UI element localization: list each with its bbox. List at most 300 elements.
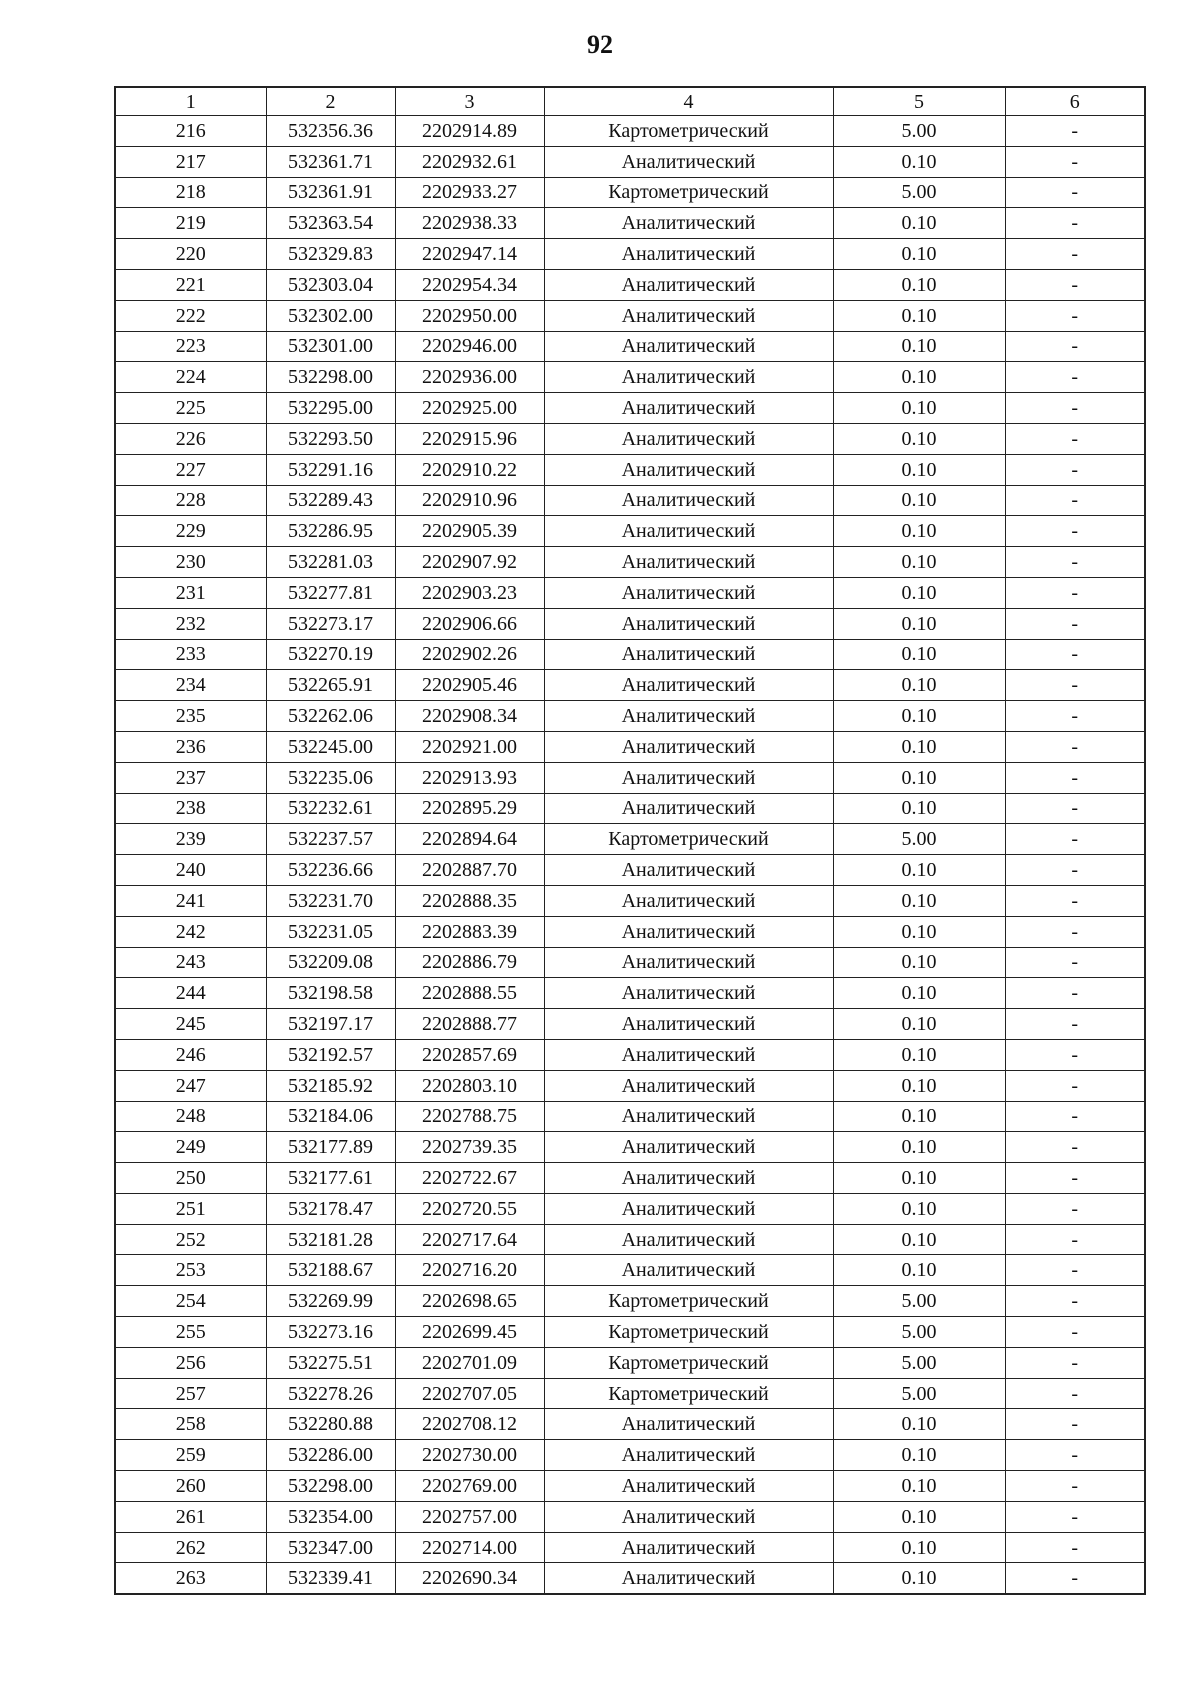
method-cell: Аналитический [544, 701, 833, 732]
point-number-cell: 258 [115, 1409, 266, 1440]
x-coordinate-cell: 532273.16 [266, 1317, 395, 1348]
accuracy-cell: 0.10 [833, 1501, 1005, 1532]
accuracy-cell: 0.10 [833, 1224, 1005, 1255]
x-coordinate-cell: 532281.03 [266, 547, 395, 578]
x-coordinate-cell: 532361.71 [266, 146, 395, 177]
point-number-cell: 256 [115, 1347, 266, 1378]
point-number-cell: 263 [115, 1563, 266, 1594]
x-coordinate-cell: 532278.26 [266, 1378, 395, 1409]
point-number-cell: 233 [115, 639, 266, 670]
description-cell: - [1005, 1163, 1145, 1194]
accuracy-cell: 0.10 [833, 916, 1005, 947]
y-coordinate-cell: 2202720.55 [395, 1193, 544, 1224]
x-coordinate-cell: 532185.92 [266, 1070, 395, 1101]
method-cell: Аналитический [544, 331, 833, 362]
point-number-cell: 261 [115, 1501, 266, 1532]
x-coordinate-cell: 532209.08 [266, 947, 395, 978]
x-coordinate-cell: 532339.41 [266, 1563, 395, 1594]
table-row [115, 916, 1145, 947]
x-coordinate-cell: 532275.51 [266, 1347, 395, 1378]
accuracy-cell: 0.10 [833, 978, 1005, 1009]
y-coordinate-cell: 2202707.05 [395, 1378, 544, 1409]
y-coordinate-cell: 2202708.12 [395, 1409, 544, 1440]
method-cell: Аналитический [544, 793, 833, 824]
method-cell: Аналитический [544, 1440, 833, 1471]
y-coordinate-cell: 2202902.26 [395, 639, 544, 670]
table-row [115, 1501, 1145, 1532]
y-coordinate-cell: 2202699.45 [395, 1317, 544, 1348]
table-row [115, 1101, 1145, 1132]
point-number-cell: 219 [115, 208, 266, 239]
table-row [115, 1409, 1145, 1440]
y-coordinate-cell: 2202954.34 [395, 269, 544, 300]
description-cell: - [1005, 393, 1145, 424]
method-cell: Аналитический [544, 670, 833, 701]
table-row [115, 1317, 1145, 1348]
x-coordinate-cell: 532329.83 [266, 239, 395, 270]
table-row [115, 670, 1145, 701]
column-header-5: 5 [833, 87, 1005, 116]
description-cell: - [1005, 1101, 1145, 1132]
column-header-6: 6 [1005, 87, 1145, 116]
method-cell: Аналитический [544, 639, 833, 670]
y-coordinate-cell: 2202895.29 [395, 793, 544, 824]
description-cell: - [1005, 885, 1145, 916]
point-number-cell: 229 [115, 516, 266, 547]
accuracy-cell: 0.10 [833, 1563, 1005, 1594]
accuracy-cell: 0.10 [833, 516, 1005, 547]
point-number-cell: 238 [115, 793, 266, 824]
x-coordinate-cell: 532236.66 [266, 855, 395, 886]
accuracy-cell: 5.00 [833, 824, 1005, 855]
table-row [115, 362, 1145, 393]
method-cell: Картометрический [544, 1378, 833, 1409]
y-coordinate-cell: 2202722.67 [395, 1163, 544, 1194]
accuracy-cell: 0.10 [833, 1101, 1005, 1132]
description-cell: - [1005, 547, 1145, 578]
x-coordinate-cell: 532192.57 [266, 1039, 395, 1070]
description-cell: - [1005, 731, 1145, 762]
page-number: 92 [587, 30, 613, 59]
x-coordinate-cell: 532177.61 [266, 1163, 395, 1194]
method-cell: Аналитический [544, 454, 833, 485]
description-cell: - [1005, 423, 1145, 454]
accuracy-cell: 5.00 [833, 1347, 1005, 1378]
point-number-cell: 227 [115, 454, 266, 485]
method-cell: Аналитический [544, 146, 833, 177]
method-cell: Картометрический [544, 177, 833, 208]
table-row [115, 1224, 1145, 1255]
table-row [115, 1163, 1145, 1194]
description-cell: - [1005, 1193, 1145, 1224]
accuracy-cell: 0.10 [833, 1070, 1005, 1101]
x-coordinate-cell: 532301.00 [266, 331, 395, 362]
accuracy-cell: 0.10 [833, 547, 1005, 578]
description-cell: - [1005, 331, 1145, 362]
method-cell: Аналитический [544, 393, 833, 424]
description-cell: - [1005, 1317, 1145, 1348]
accuracy-cell: 0.10 [833, 731, 1005, 762]
accuracy-cell: 0.10 [833, 485, 1005, 516]
method-cell: Аналитический [544, 362, 833, 393]
y-coordinate-cell: 2202910.96 [395, 485, 544, 516]
point-number-cell: 243 [115, 947, 266, 978]
point-number-cell: 244 [115, 978, 266, 1009]
method-cell: Аналитический [544, 269, 833, 300]
x-coordinate-cell: 532262.06 [266, 701, 395, 732]
description-cell: - [1005, 1132, 1145, 1163]
x-coordinate-cell: 532302.00 [266, 300, 395, 331]
point-number-cell: 250 [115, 1163, 266, 1194]
point-number-cell: 235 [115, 701, 266, 732]
accuracy-cell: 0.10 [833, 639, 1005, 670]
y-coordinate-cell: 2202921.00 [395, 731, 544, 762]
table-row [115, 423, 1145, 454]
point-number-cell: 236 [115, 731, 266, 762]
point-number-cell: 239 [115, 824, 266, 855]
method-cell: Аналитический [544, 1224, 833, 1255]
description-cell: - [1005, 670, 1145, 701]
x-coordinate-cell: 532184.06 [266, 1101, 395, 1132]
method-cell: Аналитический [544, 885, 833, 916]
y-coordinate-cell: 2202886.79 [395, 947, 544, 978]
point-number-cell: 246 [115, 1039, 266, 1070]
column-header-3: 3 [395, 87, 544, 116]
y-coordinate-cell: 2202730.00 [395, 1440, 544, 1471]
method-cell: Аналитический [544, 1409, 833, 1440]
table-row [115, 454, 1145, 485]
y-coordinate-cell: 2202915.96 [395, 423, 544, 454]
x-coordinate-cell: 532273.17 [266, 608, 395, 639]
x-coordinate-cell: 532361.91 [266, 177, 395, 208]
y-coordinate-cell: 2202914.89 [395, 116, 544, 147]
point-number-cell: 218 [115, 177, 266, 208]
table-row [115, 577, 1145, 608]
column-header-1: 1 [115, 87, 266, 116]
x-coordinate-cell: 532298.00 [266, 362, 395, 393]
table-row [115, 1009, 1145, 1040]
point-number-cell: 217 [115, 146, 266, 177]
y-coordinate-cell: 2202938.33 [395, 208, 544, 239]
y-coordinate-cell: 2202936.00 [395, 362, 544, 393]
method-cell: Аналитический [544, 1101, 833, 1132]
table-row [115, 639, 1145, 670]
accuracy-cell: 0.10 [833, 885, 1005, 916]
method-cell: Аналитический [544, 239, 833, 270]
point-number-cell: 255 [115, 1317, 266, 1348]
table-row [115, 116, 1145, 147]
description-cell: - [1005, 300, 1145, 331]
point-number-cell: 228 [115, 485, 266, 516]
table-row [115, 855, 1145, 886]
table-row [115, 208, 1145, 239]
accuracy-cell: 0.10 [833, 762, 1005, 793]
description-cell: - [1005, 239, 1145, 270]
y-coordinate-cell: 2202905.39 [395, 516, 544, 547]
point-number-cell: 232 [115, 608, 266, 639]
y-coordinate-cell: 2202894.64 [395, 824, 544, 855]
x-coordinate-cell: 532298.00 [266, 1471, 395, 1502]
method-cell: Аналитический [544, 762, 833, 793]
description-cell: - [1005, 1224, 1145, 1255]
method-cell: Аналитический [544, 1255, 833, 1286]
x-coordinate-cell: 532363.54 [266, 208, 395, 239]
x-coordinate-cell: 532197.17 [266, 1009, 395, 1040]
accuracy-cell: 0.10 [833, 855, 1005, 886]
x-coordinate-cell: 532188.67 [266, 1255, 395, 1286]
table-row [115, 1563, 1145, 1594]
point-number-cell: 226 [115, 423, 266, 454]
y-coordinate-cell: 2202932.61 [395, 146, 544, 177]
y-coordinate-cell: 2202701.09 [395, 1347, 544, 1378]
table-row [115, 731, 1145, 762]
y-coordinate-cell: 2202925.00 [395, 393, 544, 424]
y-coordinate-cell: 2202933.27 [395, 177, 544, 208]
table-row [115, 1378, 1145, 1409]
method-cell: Аналитический [544, 516, 833, 547]
x-coordinate-cell: 532177.89 [266, 1132, 395, 1163]
point-number-cell: 216 [115, 116, 266, 147]
method-cell: Аналитический [544, 1471, 833, 1502]
method-cell: Аналитический [544, 485, 833, 516]
point-number-cell: 249 [115, 1132, 266, 1163]
accuracy-cell: 0.10 [833, 1163, 1005, 1194]
description-cell: - [1005, 1286, 1145, 1317]
point-number-cell: 225 [115, 393, 266, 424]
x-coordinate-cell: 532286.00 [266, 1440, 395, 1471]
description-cell: - [1005, 208, 1145, 239]
y-coordinate-cell: 2202739.35 [395, 1132, 544, 1163]
x-coordinate-cell: 532277.81 [266, 577, 395, 608]
accuracy-cell: 0.10 [833, 362, 1005, 393]
method-cell: Аналитический [544, 423, 833, 454]
point-number-cell: 241 [115, 885, 266, 916]
accuracy-cell: 5.00 [833, 1317, 1005, 1348]
x-coordinate-cell: 532237.57 [266, 824, 395, 855]
point-number-cell: 220 [115, 239, 266, 270]
y-coordinate-cell: 2202757.00 [395, 1501, 544, 1532]
description-cell: - [1005, 516, 1145, 547]
point-number-cell: 222 [115, 300, 266, 331]
accuracy-cell: 5.00 [833, 116, 1005, 147]
method-cell: Аналитический [544, 1501, 833, 1532]
table-row [115, 824, 1145, 855]
x-coordinate-cell: 532245.00 [266, 731, 395, 762]
point-number-cell: 223 [115, 331, 266, 362]
method-cell: Аналитический [544, 577, 833, 608]
method-cell: Аналитический [544, 1009, 833, 1040]
y-coordinate-cell: 2202903.23 [395, 577, 544, 608]
point-number-cell: 257 [115, 1378, 266, 1409]
method-cell: Аналитический [544, 1132, 833, 1163]
accuracy-cell: 5.00 [833, 1378, 1005, 1409]
table-row [115, 608, 1145, 639]
point-number-cell: 262 [115, 1532, 266, 1563]
y-coordinate-cell: 2202907.92 [395, 547, 544, 578]
description-cell: - [1005, 855, 1145, 886]
method-cell: Картометрический [544, 824, 833, 855]
x-coordinate-cell: 532231.70 [266, 885, 395, 916]
table-row [115, 885, 1145, 916]
x-coordinate-cell: 532198.58 [266, 978, 395, 1009]
coordinates-table [114, 86, 1146, 1595]
description-cell: - [1005, 762, 1145, 793]
table-row [115, 300, 1145, 331]
description-cell: - [1005, 1440, 1145, 1471]
y-coordinate-cell: 2202950.00 [395, 300, 544, 331]
y-coordinate-cell: 2202714.00 [395, 1532, 544, 1563]
x-coordinate-cell: 532354.00 [266, 1501, 395, 1532]
description-cell: - [1005, 1009, 1145, 1040]
x-coordinate-cell: 532265.91 [266, 670, 395, 701]
accuracy-cell: 0.10 [833, 208, 1005, 239]
y-coordinate-cell: 2202883.39 [395, 916, 544, 947]
y-coordinate-cell: 2202717.64 [395, 1224, 544, 1255]
x-coordinate-cell: 532289.43 [266, 485, 395, 516]
y-coordinate-cell: 2202690.34 [395, 1563, 544, 1594]
method-cell: Аналитический [544, 300, 833, 331]
accuracy-cell: 0.10 [833, 670, 1005, 701]
point-number-cell: 221 [115, 269, 266, 300]
table-row [115, 516, 1145, 547]
y-coordinate-cell: 2202888.35 [395, 885, 544, 916]
y-coordinate-cell: 2202947.14 [395, 239, 544, 270]
table-row [115, 1532, 1145, 1563]
table-row [115, 1132, 1145, 1163]
x-coordinate-cell: 532295.00 [266, 393, 395, 424]
description-cell: - [1005, 916, 1145, 947]
accuracy-cell: 0.10 [833, 701, 1005, 732]
method-cell: Аналитический [544, 608, 833, 639]
method-cell: Картометрический [544, 1347, 833, 1378]
x-coordinate-cell: 532291.16 [266, 454, 395, 485]
y-coordinate-cell: 2202905.46 [395, 670, 544, 701]
accuracy-cell: 0.10 [833, 608, 1005, 639]
accuracy-cell: 0.10 [833, 146, 1005, 177]
accuracy-cell: 0.10 [833, 1440, 1005, 1471]
y-coordinate-cell: 2202910.22 [395, 454, 544, 485]
accuracy-cell: 0.10 [833, 393, 1005, 424]
description-cell: - [1005, 269, 1145, 300]
y-coordinate-cell: 2202803.10 [395, 1070, 544, 1101]
table-row [115, 793, 1145, 824]
method-cell: Аналитический [544, 1532, 833, 1563]
description-cell: - [1005, 1501, 1145, 1532]
point-number-cell: 251 [115, 1193, 266, 1224]
point-number-cell: 252 [115, 1224, 266, 1255]
accuracy-cell: 0.10 [833, 423, 1005, 454]
point-number-cell: 247 [115, 1070, 266, 1101]
point-number-cell: 260 [115, 1471, 266, 1502]
table-row [115, 1255, 1145, 1286]
method-cell: Аналитический [544, 1070, 833, 1101]
method-cell: Картометрический [544, 116, 833, 147]
y-coordinate-cell: 2202888.77 [395, 1009, 544, 1040]
description-cell: - [1005, 485, 1145, 516]
y-coordinate-cell: 2202887.70 [395, 855, 544, 886]
method-cell: Картометрический [544, 1317, 833, 1348]
accuracy-cell: 0.10 [833, 239, 1005, 270]
x-coordinate-cell: 532303.04 [266, 269, 395, 300]
accuracy-cell: 0.10 [833, 793, 1005, 824]
x-coordinate-cell: 532270.19 [266, 639, 395, 670]
y-coordinate-cell: 2202716.20 [395, 1255, 544, 1286]
accuracy-cell: 5.00 [833, 1286, 1005, 1317]
y-coordinate-cell: 2202698.65 [395, 1286, 544, 1317]
description-cell: - [1005, 978, 1145, 1009]
accuracy-cell: 0.10 [833, 1132, 1005, 1163]
table-body [115, 116, 1145, 1595]
table-row [115, 547, 1145, 578]
y-coordinate-cell: 2202946.00 [395, 331, 544, 362]
method-cell: Аналитический [544, 978, 833, 1009]
point-number-cell: 237 [115, 762, 266, 793]
x-coordinate-cell: 532235.06 [266, 762, 395, 793]
table-row [115, 1471, 1145, 1502]
table-row [115, 1193, 1145, 1224]
method-cell: Аналитический [544, 855, 833, 886]
point-number-cell: 242 [115, 916, 266, 947]
x-coordinate-cell: 532356.36 [266, 116, 395, 147]
x-coordinate-cell: 532181.28 [266, 1224, 395, 1255]
table-row [115, 1070, 1145, 1101]
table-row [115, 393, 1145, 424]
point-number-cell: 245 [115, 1009, 266, 1040]
description-cell: - [1005, 608, 1145, 639]
description-cell: - [1005, 1347, 1145, 1378]
method-cell: Картометрический [544, 1286, 833, 1317]
y-coordinate-cell: 2202913.93 [395, 762, 544, 793]
point-number-cell: 230 [115, 547, 266, 578]
description-cell: - [1005, 362, 1145, 393]
point-number-cell: 254 [115, 1286, 266, 1317]
point-number-cell: 253 [115, 1255, 266, 1286]
x-coordinate-cell: 532269.99 [266, 1286, 395, 1317]
x-coordinate-cell: 532280.88 [266, 1409, 395, 1440]
method-cell: Аналитический [544, 1039, 833, 1070]
accuracy-cell: 0.10 [833, 331, 1005, 362]
accuracy-cell: 5.00 [833, 177, 1005, 208]
point-number-cell: 240 [115, 855, 266, 886]
x-coordinate-cell: 532293.50 [266, 423, 395, 454]
table-row [115, 947, 1145, 978]
description-cell: - [1005, 1255, 1145, 1286]
description-cell: - [1005, 177, 1145, 208]
table-row [115, 762, 1145, 793]
method-cell: Аналитический [544, 1193, 833, 1224]
table-row [115, 485, 1145, 516]
accuracy-cell: 0.10 [833, 1471, 1005, 1502]
accuracy-cell: 0.10 [833, 577, 1005, 608]
description-cell: - [1005, 146, 1145, 177]
method-cell: Аналитический [544, 916, 833, 947]
y-coordinate-cell: 2202888.55 [395, 978, 544, 1009]
method-cell: Аналитический [544, 731, 833, 762]
x-coordinate-cell: 532178.47 [266, 1193, 395, 1224]
description-cell: - [1005, 577, 1145, 608]
description-cell: - [1005, 947, 1145, 978]
description-cell: - [1005, 793, 1145, 824]
accuracy-cell: 0.10 [833, 1532, 1005, 1563]
table-header-row [115, 87, 1145, 116]
point-number-cell: 259 [115, 1440, 266, 1471]
method-cell: Аналитический [544, 947, 833, 978]
accuracy-cell: 0.10 [833, 1193, 1005, 1224]
table-row [115, 269, 1145, 300]
y-coordinate-cell: 2202769.00 [395, 1471, 544, 1502]
description-cell: - [1005, 701, 1145, 732]
description-cell: - [1005, 116, 1145, 147]
